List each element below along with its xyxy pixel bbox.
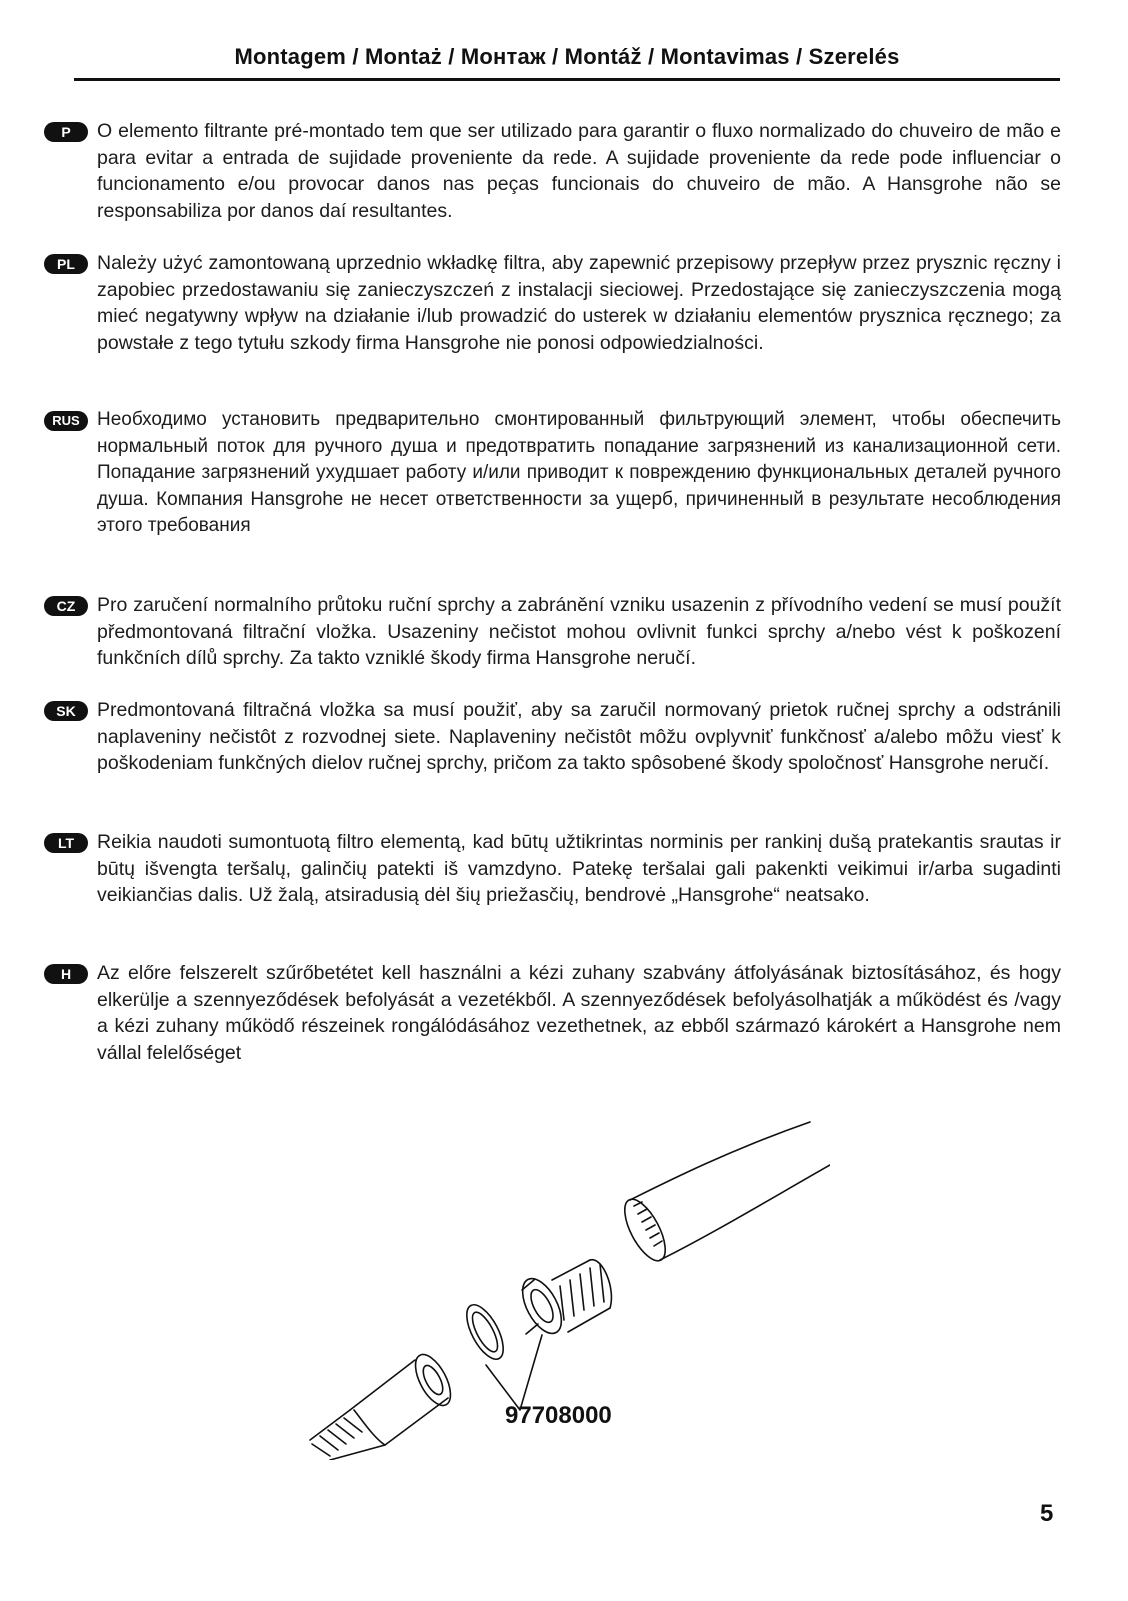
- hose-nut-drawing: [350, 1349, 458, 1445]
- section-rus-text: Необходимо установить предварительно смонтированный фильтрующий элемент, чтобы обеспечить нормальный поток для ручного душа и предотвратить попадание загрязнений из канализационной сети. Попадание загрязнений ухудшает работу и/или приводит к повреждению функциональных деталей ручного душа. Компания Hansgrohe не несет ответственности за ущерб, причиненный в результате несоблюдения этого требования: [97, 409, 1061, 536]
- section-lt-text: Reikia naudoti sumontuotą filtro elementą, kad būtų užtikrintas norminis per rankinį dušą pratekantis srautas ir būtų išvengta teršalų, galinčių patekti iš vamzdyno. Patekę teršalai gali pakenkti veikimui ir/arba sugadinti veikiančias dalis. Už žalą, atsiradusią dėl šių priežasčių, bendrovė „Hansgrohe“ neatsako.: [97, 831, 1061, 906]
- page-title: Montagem / Montaż / Монтаж / Montáž / Montavimas / Szerelés: [234, 44, 900, 69]
- section-sk-text: Predmontovaná filtračná vložka sa musí použiť, aby sa zaručil normovaný prietok ručnej sprchy a odstránili naplaveniny nečistôt z rozvodnej siete. Naplaveniny nečistôt môžu ovplyvniť funkčnosť a/alebo môžu viesť k poškodeniam funkčných dielov ručnej sprchy, pričom za takto spôsobené škody spoločnosť Hansgrohe neručí.: [97, 699, 1061, 774]
- sealing-ring-drawing: [459, 1299, 510, 1364]
- section-h: [44, 960, 1061, 1070]
- language-badge-rus: RUS: [44, 411, 88, 431]
- language-badge-lt: LT: [44, 833, 88, 853]
- part-number-label: 97708000: [505, 1402, 612, 1429]
- section-cz-text: Pro zaručení normalního průtoku ruční sprchy a zabránění vzniku usazenin z přívodního vedení se musí použít předmontovaná filtrační vložka. Usazeniny nečistot mohou ovlivnit funkci sprchy a/nebo vést k poškození funkčních dílů sprchy. Za takto vzniklé škody firma Hansgrohe neručí.: [97, 594, 1061, 669]
- section-pl-text: Należy użyć zamontowaną uprzednio wkładkę filtra, aby zapewnić przepisowy przepływ przez prysznic ręczny i zapobiec przedostawaniu się zanieczyszczeń z instalacji sieciowej. Przedostające się zanieczyszczenia mogą mieć negatywny wpływ na działanie i/lub prowadzić do usterek w działaniu elementów prysznica ręcznego; za powstałe z tego tytułu szkody firma Hansgrohe nie ponosi odpowiedzialności.: [97, 252, 1061, 354]
- section-h-text: Az előre felszerelt szűrőbetétet kell használni a kézi zuhany szabvány átfolyásának biztosításához, és hogy elkerülje a szennyeződések befolyását a vezetékből. A szennyeződések befolyásolhatják a működést és /vagy a kézi zuhany működő részeinek rongálódásához vezethetnek, az ebből származó károkért a Hansgrohe nem vállal felelőséget: [97, 962, 1061, 1064]
- language-badge-p: P: [44, 122, 88, 142]
- section-lt: [44, 829, 1061, 939]
- page-number: 5: [1040, 1500, 1054, 1527]
- section-pl: [44, 250, 1061, 385]
- language-badge-pl: PL: [44, 254, 88, 274]
- language-badge-cz: CZ: [44, 596, 88, 616]
- language-badge-sk: SK: [44, 701, 88, 721]
- callout-line: [486, 1335, 542, 1410]
- shower-handle-drawing: [617, 1122, 830, 1267]
- section-sk: [44, 697, 1061, 807]
- header-divider: [74, 78, 1060, 81]
- filter-insert-drawing: [515, 1260, 612, 1340]
- section-p: [44, 118, 1061, 228]
- section-p-text: O elemento filtrante pré-montado tem que ser utilizado para garantir o fluxo normalizado do chuveiro de mão e para evitar a entrada de sujidade proveniente da rede. A sujidade proveniente da rede pode influenciar o funcionamento e/ou provocar danos nas peças funcionais do chuveiro de mão. A Hansgrohe não se responsabiliza por danos daí resultantes.: [97, 120, 1061, 222]
- language-badge-h: H: [44, 964, 88, 984]
- section-cz: [44, 592, 1061, 676]
- section-rus: [44, 407, 1061, 567]
